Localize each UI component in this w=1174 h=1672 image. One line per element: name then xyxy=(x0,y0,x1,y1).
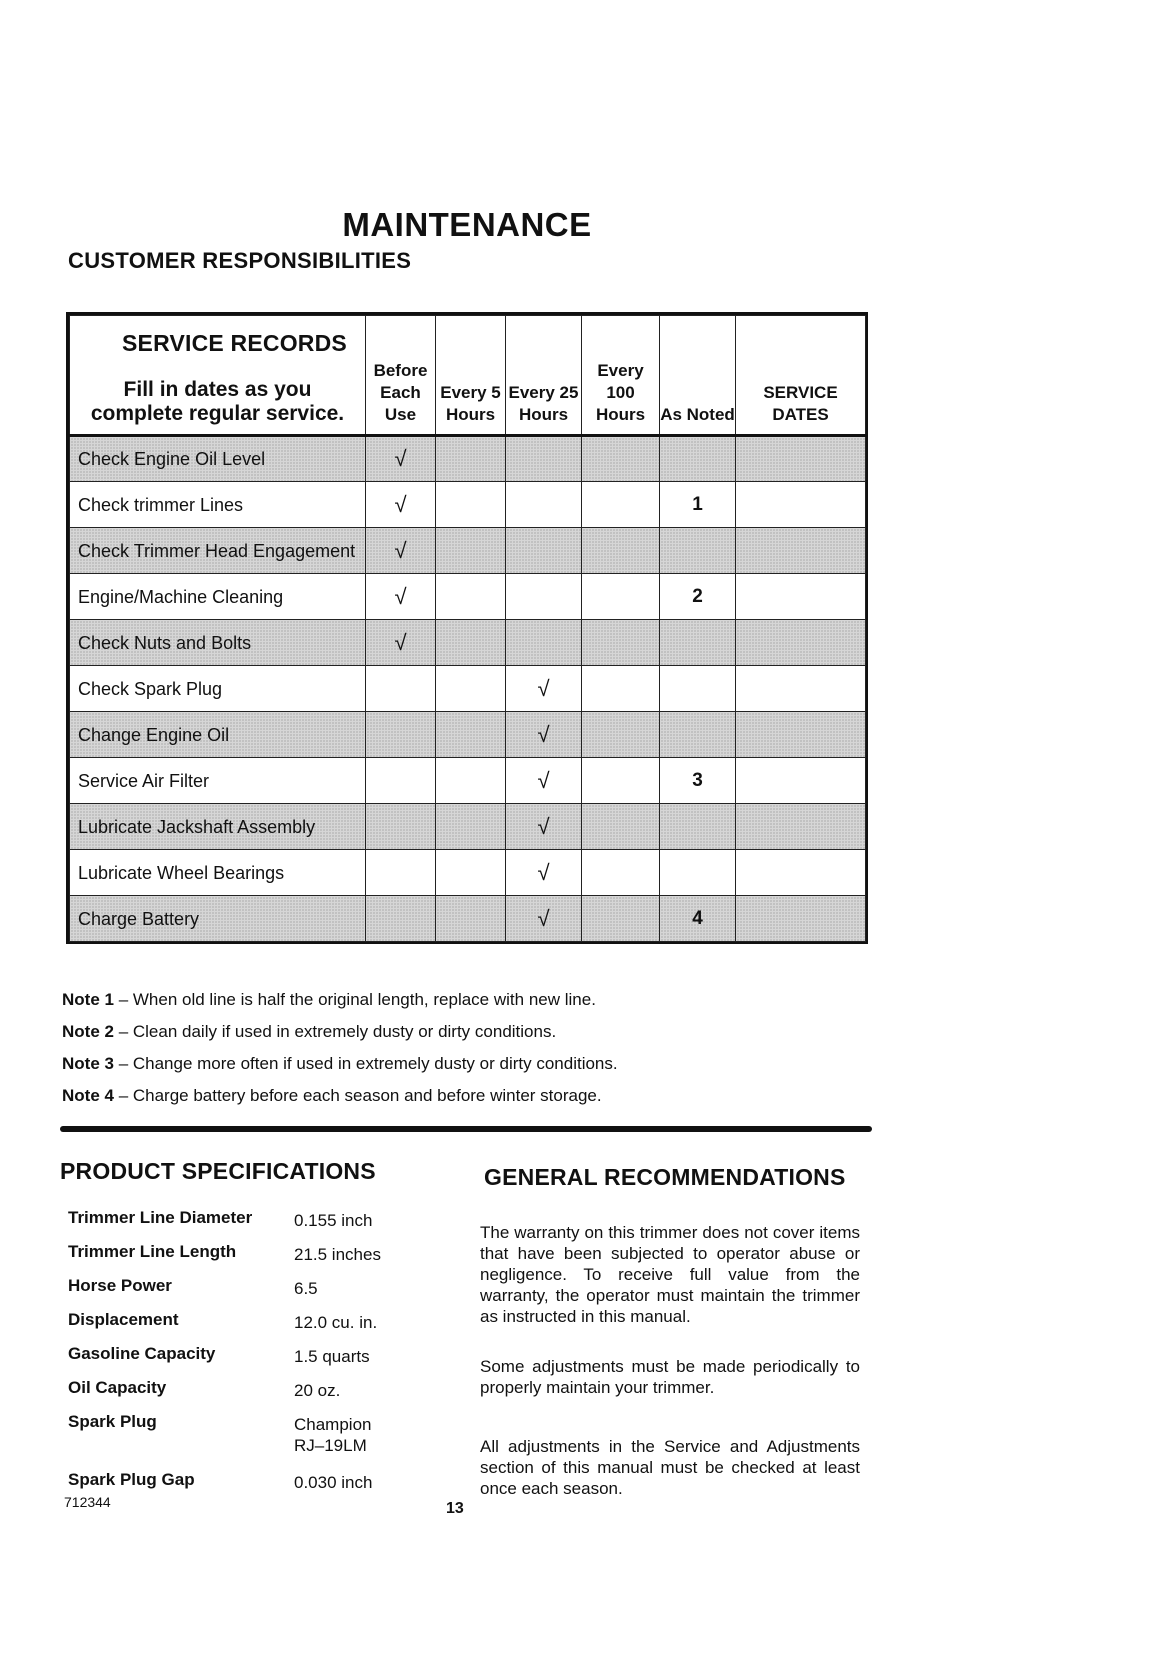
interval-check xyxy=(436,482,506,528)
note-text: – Change more often if used in extremely dusty or dirty conditions. xyxy=(113,1054,618,1073)
column-header-before-each-use: Before Each Use xyxy=(366,316,436,436)
document-number: 712344 xyxy=(64,1494,111,1510)
table-row xyxy=(70,896,866,942)
interval-check xyxy=(582,896,660,942)
interval-check xyxy=(582,528,660,574)
service-date-cell[interactable] xyxy=(736,896,866,942)
table-row xyxy=(70,482,866,528)
spec-value: 1.5 quarts xyxy=(294,1347,370,1366)
service-date-cell[interactable] xyxy=(736,850,866,896)
interval-check: √ xyxy=(506,666,582,712)
spec-label: Gasoline Capacity xyxy=(68,1344,216,1363)
interval-check xyxy=(366,804,436,850)
table-row xyxy=(70,758,866,804)
spec-value: 0.030 inch xyxy=(294,1473,373,1492)
general-recommendation-paragraph: All adjustments in the Service and Adjustments section of this manual must be checked at least once each season. xyxy=(480,1437,860,1498)
interval-check: √ xyxy=(506,850,582,896)
note-reference: 3 xyxy=(660,758,736,804)
section-subtitle: CUSTOMER RESPONSIBILITIES xyxy=(68,248,412,273)
service-date-cell[interactable] xyxy=(736,758,866,804)
spec-label: Horse Power xyxy=(68,1276,172,1295)
table-row xyxy=(70,436,866,482)
service-date-cell[interactable] xyxy=(736,620,866,666)
note-item xyxy=(62,990,596,1010)
interval-check xyxy=(582,666,660,712)
interval-check xyxy=(366,896,436,942)
interval-check xyxy=(506,574,582,620)
service-date-cell[interactable] xyxy=(736,482,866,528)
interval-check xyxy=(582,482,660,528)
note-label: Note 4 xyxy=(62,1086,114,1105)
interval-check xyxy=(436,620,506,666)
note-reference: 2 xyxy=(660,574,736,620)
note-reference: 1 xyxy=(660,482,736,528)
service-date-cell[interactable] xyxy=(736,804,866,850)
product-specifications-heading: PRODUCT SPECIFICATIONS xyxy=(60,1158,376,1184)
table-row xyxy=(70,574,866,620)
section-divider xyxy=(60,1126,872,1132)
task-name: Check trimmer Lines xyxy=(70,482,366,528)
service-records-header xyxy=(70,316,366,436)
interval-check: √ xyxy=(366,482,436,528)
note-reference xyxy=(660,804,736,850)
service-date-cell[interactable] xyxy=(736,528,866,574)
interval-check xyxy=(366,712,436,758)
general-recommendations-heading: GENERAL RECOMMENDATIONS xyxy=(484,1164,846,1190)
interval-check xyxy=(436,436,506,482)
interval-check: √ xyxy=(366,574,436,620)
spec-value: Champion RJ–19LM xyxy=(294,1415,372,1455)
note-label: Note 3 xyxy=(62,1054,114,1073)
interval-check xyxy=(506,528,582,574)
interval-check xyxy=(436,666,506,712)
interval-check xyxy=(436,804,506,850)
note-reference xyxy=(660,712,736,758)
note-reference xyxy=(660,620,736,666)
note-item xyxy=(62,1022,556,1042)
column-header-service-dates: SERVICE DATES xyxy=(736,316,866,436)
note-item xyxy=(62,1054,618,1074)
spec-label: Spark Plug xyxy=(68,1412,157,1431)
note-label: Note 2 xyxy=(62,1022,114,1041)
note-reference xyxy=(660,666,736,712)
service-date-cell[interactable] xyxy=(736,574,866,620)
interval-check xyxy=(436,758,506,804)
note-text: – When old line is half the original length, replace with new line. xyxy=(113,990,596,1009)
note-item xyxy=(62,1086,602,1106)
column-header-every-100-hours: Every 100 Hours xyxy=(582,316,660,436)
table-row xyxy=(70,850,866,896)
spec-value: 6.5 xyxy=(294,1279,318,1298)
page-number: 13 xyxy=(446,1500,464,1517)
task-name: Check Spark Plug xyxy=(70,666,366,712)
task-name: Change Engine Oil xyxy=(70,712,366,758)
note-label: Note 1 xyxy=(62,990,114,1009)
task-name: Engine/Machine Cleaning xyxy=(70,574,366,620)
column-header-every-25-hours: Every 25 Hours xyxy=(506,316,582,436)
task-name: Check Nuts and Bolts xyxy=(70,620,366,666)
interval-check: √ xyxy=(506,804,582,850)
interval-check xyxy=(582,758,660,804)
interval-check xyxy=(582,620,660,666)
interval-check xyxy=(582,436,660,482)
note-text: – Clean daily if used in extremely dusty or dirty conditions. xyxy=(113,1022,557,1041)
task-name: Lubricate Jackshaft Assembly xyxy=(70,804,366,850)
table-row xyxy=(70,620,866,666)
service-date-cell[interactable] xyxy=(736,712,866,758)
interval-check xyxy=(506,436,582,482)
spec-value: 20 oz. xyxy=(294,1381,341,1400)
general-recommendation-paragraph: Some adjustments must be made periodically to properly maintain your trimmer. xyxy=(480,1357,860,1397)
note-reference: 4 xyxy=(660,896,736,942)
spec-value: 0.155 inch xyxy=(294,1211,373,1230)
note-reference xyxy=(660,850,736,896)
task-name: Service Air Filter xyxy=(70,758,366,804)
service-records-table xyxy=(66,312,868,944)
task-name: Lubricate Wheel Bearings xyxy=(70,850,366,896)
table-row xyxy=(70,712,866,758)
interval-check: √ xyxy=(366,620,436,666)
spec-value: 12.0 cu. in. xyxy=(294,1313,378,1332)
interval-check: √ xyxy=(506,758,582,804)
spec-label: Oil Capacity xyxy=(68,1378,167,1397)
service-records-instruction: Fill in dates as you complete regular service. xyxy=(90,378,345,425)
interval-check: √ xyxy=(506,712,582,758)
spec-label: Trimmer Line Length xyxy=(68,1242,237,1261)
interval-check xyxy=(582,712,660,758)
interval-check xyxy=(582,574,660,620)
interval-check xyxy=(436,574,506,620)
note-reference xyxy=(660,436,736,482)
interval-check xyxy=(366,666,436,712)
interval-check xyxy=(366,850,436,896)
interval-check xyxy=(582,850,660,896)
spec-label: Spark Plug Gap xyxy=(68,1470,195,1489)
interval-check: √ xyxy=(366,528,436,574)
task-name: Check Engine Oil Level xyxy=(70,436,366,482)
task-name: Charge Battery xyxy=(70,896,366,942)
note-text: – Charge battery before each season and before winter storage. xyxy=(113,1086,602,1105)
table-row xyxy=(70,528,866,574)
task-name: Check Trimmer Head Engagement xyxy=(70,528,366,574)
page-title: MAINTENANCE xyxy=(342,206,592,243)
table-row xyxy=(70,666,866,712)
column-header-every-5-hours: Every 5 Hours xyxy=(436,316,506,436)
column-header-as-noted: As Noted xyxy=(660,316,736,436)
service-records-title: SERVICE RECORDS xyxy=(122,330,347,356)
interval-check: √ xyxy=(366,436,436,482)
interval-check xyxy=(506,620,582,666)
interval-check xyxy=(366,758,436,804)
interval-check xyxy=(506,482,582,528)
note-reference xyxy=(660,528,736,574)
interval-check xyxy=(582,804,660,850)
service-date-cell[interactable] xyxy=(736,436,866,482)
interval-check xyxy=(436,896,506,942)
interval-check xyxy=(436,528,506,574)
spec-value: 21.5 inches xyxy=(294,1245,381,1264)
interval-check xyxy=(436,850,506,896)
interval-check xyxy=(436,712,506,758)
spec-label: Displacement xyxy=(68,1310,179,1329)
interval-check: √ xyxy=(506,896,582,942)
general-recommendation-paragraph: The warranty on this trimmer does not cover items that have been subjected to operator abuse or negligence. To receive full value from the warranty, the operator must maintain the trimmer as instructed in this manual. xyxy=(480,1223,860,1326)
spec-label: Trimmer Line Diameter xyxy=(68,1208,253,1227)
service-date-cell[interactable] xyxy=(736,666,866,712)
table-row xyxy=(70,804,866,850)
